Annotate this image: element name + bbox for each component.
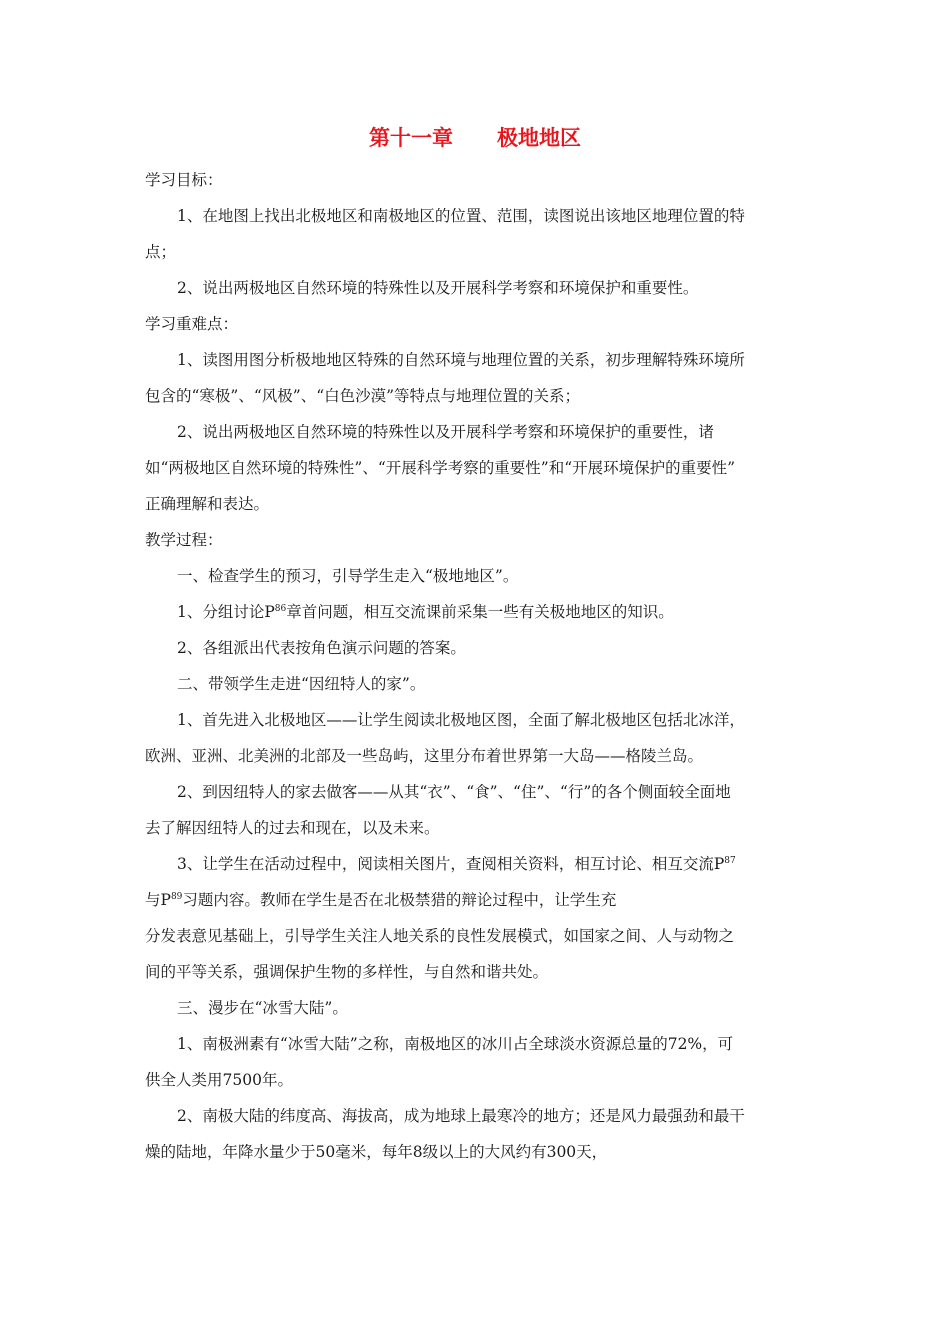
process-heading: 教学过程： xyxy=(145,531,223,549)
keypoints-heading: 学习重难点： xyxy=(145,315,239,333)
document-body xyxy=(145,162,745,1170)
chapter-number: 第十一章 xyxy=(369,126,453,150)
page-ref: 86 xyxy=(274,604,287,614)
objectives-heading: 学习目标： xyxy=(145,171,223,189)
objective-item: 1、在地图上找出北极地区和南极地区的位置、范围，读图说出该地区地理位置的特点； xyxy=(145,207,745,261)
step-item-text: 与P xyxy=(145,891,171,909)
step-item-text: 3、让学生在活动过程中，阅读相关图片，查阅相关资料，相互讨论、相互交流P xyxy=(177,855,725,873)
step-item-text: 章首问题，相互交流课前采集一些有关极地地区的知识。 xyxy=(286,603,674,621)
chapter-name: 极地地区 xyxy=(497,126,581,150)
chapter-title xyxy=(0,124,950,152)
step-item: 2、到因纽特人的家去做客——从其“衣”、“食”、“住”、“行”的各个侧面较全面地去了解因纽特人的过去和现在，以及未来。 xyxy=(145,783,731,837)
step-item-text: 1、分组讨论P xyxy=(177,603,275,621)
step-item: 1、南极洲素有“冰雪大陆”之称，南极地区的冰川占全球淡水资源总量的72%，可供全人类用7500年。 xyxy=(145,1035,734,1089)
step-item: 2、各组派出代表按角色演示问题的答案。 xyxy=(177,639,466,657)
step-heading: 一、检查学生的预习，引导学生走入“极地地区”。 xyxy=(177,567,519,585)
step-item: 2、南极大陆的纬度高、海拔高，成为地球上最寒冷的地方；还是风力最强劲和最干燥的陆地，年降水量少于50毫米，每年8级以上的大风约有300天， xyxy=(145,1107,745,1161)
keypoint-item: 2、说出两极地区自然环境的特殊性以及开展科学考察和环境保护的重要性，诸如“两极地区自然环境的特殊性”、“开展科学考察的重要性”和“开展环境保护的重要性” 正确理解和表达。 xyxy=(145,423,736,513)
step-heading: 二、带领学生走进“因纽特人的家”。 xyxy=(177,675,426,693)
step-item xyxy=(145,846,745,918)
step-item: 1、首先进入北极地区——让学生阅读北极地区图，全面了解北极地区包括北冰洋，欧洲、亚洲、北美洲的北部及一些岛屿，这里分布着世界第一大岛——格陵兰岛。 xyxy=(145,711,745,765)
step-heading: 三、漫步在“冰雪大陆”。 xyxy=(177,999,348,1017)
keypoint-item: 1、读图用图分析极地地区特殊的自然环境与地理位置的关系，初步理解特殊环境所包含的“寒极”、“风极”、“白色沙漠”等特点与地理位置的关系； xyxy=(145,351,745,405)
page-ref: 89 xyxy=(170,892,183,902)
step-item-continued: 分发表意见基础上，引导学生关注人地关系的良性发展模式，如国家之间、人与动物之间的平等关系，强调保护生物的多样性，与自然和谐共处。 xyxy=(145,927,735,981)
step-item xyxy=(145,594,745,630)
objective-item: 2、说出两极地区自然环境的特殊性以及开展科学考察和环境保护和重要性。 xyxy=(177,279,699,297)
step-item-text: 习题内容。教师在学生是否在北极禁猎的辩论过程中，让学生充 xyxy=(182,891,617,909)
page-ref: 87 xyxy=(724,856,736,866)
